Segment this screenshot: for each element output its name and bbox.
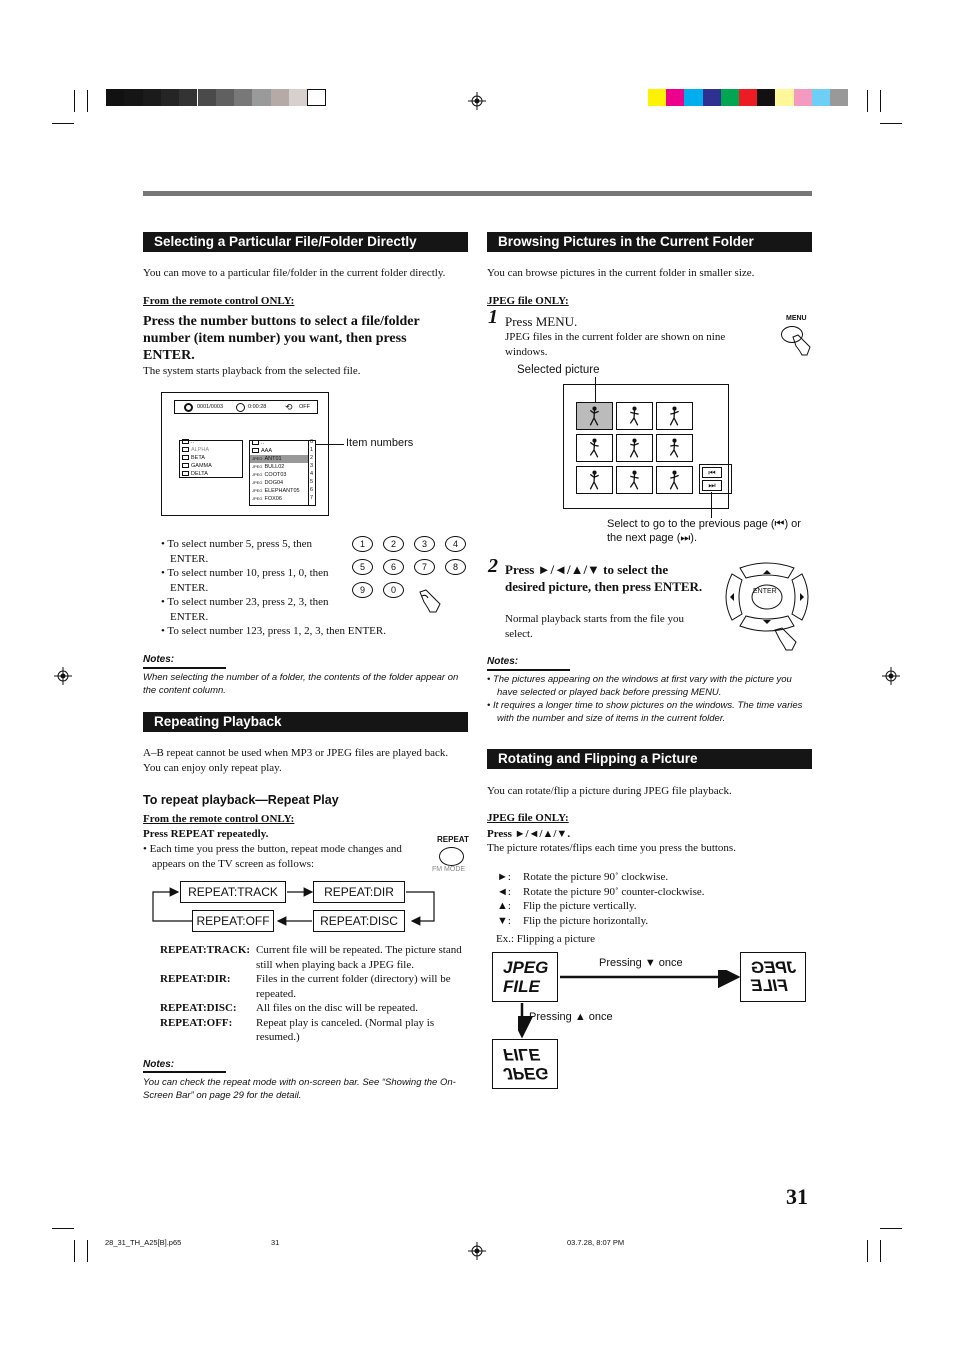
file-row[interactable]	[250, 495, 308, 503]
repeat-bullet: • Each time you press the button, repeat mode changes and appears on the TV screen as follows:	[143, 843, 402, 870]
finger-press-icon	[416, 588, 444, 616]
rotate-action-key: ▲:	[497, 900, 511, 912]
rotate-actions	[497, 870, 797, 928]
color-swatch	[703, 89, 721, 106]
color-swatch	[252, 89, 270, 106]
jpeg-tag: JPEG	[252, 456, 263, 461]
crop-mark	[880, 90, 881, 112]
rotate-action-row	[497, 914, 797, 929]
notes-rule	[143, 667, 226, 669]
color-swatch	[794, 89, 812, 106]
repeat-mode-dir: REPEAT:DIR	[313, 881, 405, 903]
browse-note: • The pictures appearing on the windows at first vary with the picture you have selected or played back before pressing MENU.	[487, 674, 792, 698]
repeat-button[interactable]	[439, 847, 464, 866]
repeat-def-row	[160, 1016, 462, 1045]
folder-icon	[182, 463, 189, 468]
select-page-label: Select to go to the previous page (⏮) or the next page (⏭).	[607, 518, 801, 544]
top-rule	[143, 191, 812, 196]
jpeg-tag: JPEG	[252, 496, 263, 501]
select-notes: When selecting the number of a folder, the contents of the folder appear on the content column.	[143, 672, 459, 696]
figure-icon	[577, 403, 612, 429]
jpeg-tag: JPEG	[252, 480, 263, 485]
file-row[interactable]	[250, 439, 308, 447]
browse-note-text: The pictures appearing on the windows at first vary with the picture you have selected or played back before pressing MENU.	[492, 674, 792, 698]
jpeg-tag: JPEG	[252, 464, 263, 469]
jpeg-tag: JPEG	[252, 472, 263, 477]
figure-icon	[617, 403, 652, 429]
repeat-notes: You can check the repeat mode with on-screen bar. See “Showing the On-Screen Bar” on page 29 for the detail.	[143, 1077, 456, 1101]
rotate-action-key: ►:	[497, 871, 511, 883]
folder-name: DELTA	[191, 471, 208, 477]
from-remote-label: From the remote control ONLY:	[143, 295, 295, 307]
folder-row[interactable]	[182, 439, 194, 445]
color-swatch	[106, 89, 124, 106]
color-swatch	[666, 89, 684, 106]
number-button-2[interactable]: 2	[383, 536, 404, 552]
file-name: ELEPHANT05	[264, 488, 300, 494]
step-2-text: Press ►/◄/▲/▼ to select the desired picture, then press ENTER.	[505, 562, 703, 594]
folder-row[interactable]	[182, 447, 209, 453]
color-swatch	[271, 89, 289, 106]
repeat-definitions	[160, 943, 462, 1045]
finger-press-icon	[790, 334, 812, 358]
item-number: 1	[310, 447, 314, 453]
figure-icon	[617, 467, 652, 493]
repeat-intro: A–B repeat cannot be used when MP3 or JPEG files are played back. You can enjoy only repeat play.	[143, 747, 449, 774]
selected-picture-label: Selected picture	[517, 364, 600, 376]
jpeg-flipped-vertical	[492, 1039, 558, 1089]
folder-icon	[252, 448, 259, 453]
example-label: Ex.: Flipping a picture	[496, 933, 595, 945]
color-swatch	[179, 89, 197, 106]
file-name: FOX06	[264, 496, 282, 502]
item-number: 4	[310, 471, 314, 477]
repeat-mode-disc: REPEAT:DISC	[313, 910, 405, 932]
crop-mark	[52, 1228, 74, 1229]
file-column	[249, 440, 309, 506]
item-number: 7	[310, 495, 314, 501]
registration-target-icon	[468, 92, 486, 110]
step-2-number: 2	[488, 555, 498, 577]
jpeg-text-line1: JPEG	[503, 958, 549, 977]
notes-rule	[487, 669, 570, 671]
repeat-button-sub: FM MODE	[432, 866, 466, 873]
enter-button[interactable]: ENTER	[753, 588, 777, 595]
select-bullet: • To select number 10, press 1, 0, then ENTER.	[161, 567, 329, 594]
rotate-action-desc: Rotate the picture 90˚ clockwise.	[523, 871, 669, 883]
select-bullet-text: To select number 5, press 5, then ENTER.	[167, 538, 313, 565]
jpeg-text-mirrored-1: JPEG	[751, 958, 797, 977]
color-swatch	[289, 89, 307, 106]
notes-label: Notes:	[143, 1059, 175, 1070]
thumbnail[interactable]	[576, 434, 613, 462]
jpeg-text-mirrored-2: FILE	[751, 976, 788, 995]
thumbnail[interactable]	[616, 402, 653, 430]
item-number: 5	[310, 479, 314, 485]
crop-mark	[52, 123, 74, 124]
select-bullets	[161, 537, 386, 639]
number-button-5[interactable]: 5	[352, 559, 373, 575]
rotate-action-desc: Rotate the picture 90˚ counter-clockwise.	[523, 885, 705, 898]
browse-note-text: It requires a longer time to show pictures on the windows. The time varies with the number and size of items in the current folder.	[492, 700, 803, 724]
file-name: ..	[261, 440, 265, 446]
flip-arrows	[518, 970, 743, 1040]
onscreen-bar	[174, 400, 318, 414]
figure-icon	[657, 467, 692, 493]
file-row[interactable]	[250, 479, 308, 487]
repeat-mode-off: REPEAT:OFF	[192, 910, 274, 932]
color-swatch	[830, 89, 848, 106]
crop-mark	[880, 123, 902, 124]
color-swatch	[124, 89, 142, 106]
repeat-instruction: Press REPEAT repeatedly.	[143, 828, 269, 840]
select-bullet-text: To select number 10, press 1, 0, then ENTER.	[167, 567, 329, 594]
repeat-def-row	[160, 972, 462, 1001]
number-button-1[interactable]: 1	[352, 536, 373, 552]
section-title-browse: Browsing Pictures in the Current Folder	[487, 232, 812, 252]
file-row[interactable]	[250, 487, 308, 495]
rotate-jpeg-only: JPEG file ONLY:	[487, 812, 569, 824]
section-title-rotate: Rotating and Flipping a Picture	[487, 749, 812, 769]
item-number: 0	[310, 439, 314, 445]
file-name: COOT03	[264, 472, 287, 478]
crop-mark	[74, 90, 75, 112]
thumbnail[interactable]	[656, 402, 693, 430]
repeat-button-label: REPEAT	[437, 835, 469, 844]
jpeg-only-label: JPEG file ONLY:	[487, 295, 569, 307]
step-2-desc: Normal playback starts from the file you select.	[505, 613, 685, 640]
crop-mark	[880, 1240, 881, 1262]
color-swatch	[812, 89, 830, 106]
repeat-def-term: REPEAT:DIR:	[160, 973, 231, 985]
select-result: The system starts playback from the selected file.	[143, 365, 361, 377]
crop-mark	[880, 1228, 902, 1229]
number-button-0[interactable]: 0	[383, 582, 404, 598]
color-swatch	[161, 89, 179, 106]
folder-row[interactable]	[182, 471, 208, 477]
time-text: 0:00:28	[248, 404, 267, 410]
crop-mark	[867, 1240, 868, 1262]
tv-screen	[161, 392, 329, 516]
disc-icon	[184, 403, 193, 412]
file-row[interactable]	[250, 463, 308, 471]
number-button-3[interactable]: 3	[414, 536, 435, 552]
select-bullet: • To select number 5, press 5, then ENTER.	[161, 538, 313, 565]
jpeg-tag: JPEG	[252, 488, 263, 493]
folder-icon	[182, 439, 189, 444]
jpeg-text-flipped-1: FILE	[503, 1045, 540, 1064]
number-button-7[interactable]: 7	[414, 559, 435, 575]
browse-notes	[487, 673, 812, 725]
thumbnail[interactable]	[616, 466, 653, 494]
folder-name: GAMMA	[191, 463, 212, 469]
repeat-def-row	[160, 943, 462, 972]
direction-pad-icon	[720, 560, 815, 655]
item-number: 6	[310, 487, 314, 493]
repeat-def-desc: All files on the disc will be repeated.	[256, 1002, 418, 1014]
step-1-number: 1	[488, 306, 498, 328]
select-bullet: • To select number 123, press 1, 2, 3, then ENTER.	[161, 625, 386, 637]
rotate-action-row	[497, 885, 797, 900]
repeat-def-desc: Repeat play is canceled. (Normal play is resumed.)	[256, 1016, 435, 1043]
color-swatch	[216, 89, 234, 106]
figure-icon	[577, 435, 612, 461]
item-number: 2	[310, 455, 314, 461]
item-number-column	[308, 440, 316, 506]
rotate-instruction: Press ►/◄/▲/▼.	[487, 828, 571, 840]
rotate-intro: You can rotate/flip a picture during JPEG file playback.	[487, 785, 732, 797]
color-swatch	[234, 89, 252, 106]
color-swatch	[307, 89, 325, 106]
folder-icon	[182, 471, 189, 476]
jpeg-text-line2: FILE	[503, 977, 540, 996]
repeat-text: OFF	[299, 404, 310, 410]
callout-line	[315, 444, 344, 445]
number-button-8[interactable]: 8	[445, 559, 466, 575]
crop-mark	[87, 90, 88, 112]
repeat-def-desc: Files in the current folder (directory) will be repeated.	[256, 973, 451, 1000]
figure-icon	[577, 467, 612, 493]
rotate-action-desc: Flip the picture horizontally.	[523, 914, 649, 927]
repeat-subhead: To repeat playback—Repeat Play	[143, 793, 339, 807]
rotate-action-row	[497, 870, 797, 885]
file-name: ANT01	[264, 456, 282, 462]
figure-icon	[657, 403, 692, 429]
thumbnail[interactable]	[656, 434, 693, 462]
file-row[interactable]	[250, 455, 308, 463]
file-name: AAA	[261, 448, 273, 454]
select-intro: You can move to a particular file/folder in the current folder directly.	[143, 267, 446, 279]
figure-icon	[617, 435, 652, 461]
number-button-4[interactable]: 4	[445, 536, 466, 552]
color-swatch	[143, 89, 161, 106]
counter-text: 0001/0003	[197, 404, 223, 410]
number-button-6[interactable]: 6	[383, 559, 404, 575]
thumbnail[interactable]	[576, 466, 613, 494]
file-name: DOG04	[264, 480, 284, 486]
registration-target-icon	[882, 667, 900, 685]
folder-name: BETA	[191, 455, 205, 461]
notes-label: Notes:	[487, 656, 519, 667]
prev-page-button[interactable]: ⏮	[702, 467, 722, 478]
file-row[interactable]	[250, 471, 308, 479]
color-swatch	[648, 89, 666, 106]
rotate-action-key: ◄:	[497, 885, 511, 898]
next-page-button[interactable]: ⏭	[702, 480, 722, 491]
item-numbers-label: Item numbers	[346, 437, 414, 449]
page-number: 31	[786, 1184, 808, 1209]
item-number: 3	[310, 463, 314, 469]
jpeg-flipped-horizontal	[740, 952, 806, 1002]
folder-column	[179, 440, 243, 478]
repeat-def-term: REPEAT:DISC:	[160, 1002, 237, 1014]
thumbnail-selected[interactable]	[576, 402, 613, 430]
step-1-desc: JPEG files in the current folder are shown on nine windows.	[505, 331, 726, 358]
crop-mark	[867, 90, 868, 112]
repeat-def-desc: Current file will be repeated. The picture stand still when playing back a JPEG file.	[256, 944, 462, 971]
select-bullet-text: To select number 23, press 2, 3, then ENTER.	[167, 596, 329, 623]
select-bullet-text: To select number 123, press 1, 2, 3, then ENTER.	[167, 625, 386, 637]
clock-icon	[236, 403, 245, 412]
footer-file: 28_31_TH_A25[B].p65	[105, 1238, 182, 1247]
folder-name: ..	[191, 439, 195, 445]
color-swatch	[198, 89, 216, 106]
select-bullet: • To select number 23, press 2, 3, then ENTER.	[161, 596, 329, 623]
section-title-select-file: Selecting a Particular File/Folder Directly	[143, 232, 468, 252]
step-1-text: Press MENU.	[505, 314, 578, 329]
folder-icon	[182, 455, 189, 460]
repeat-mode-track: REPEAT:TRACK	[180, 881, 286, 903]
crop-mark	[87, 1240, 88, 1262]
notes-label: Notes:	[143, 654, 175, 665]
footer-page: 31	[271, 1238, 280, 1247]
browse-note: • It requires a longer time to show pictures on the windows. The time varies with the number and size of items in the current folder.	[487, 700, 803, 724]
rotate-action-desc: Flip the picture vertically.	[523, 900, 637, 912]
file-row[interactable]	[250, 447, 308, 455]
crop-mark	[74, 1240, 75, 1262]
folder-row[interactable]	[182, 463, 212, 469]
repeat-bullet-text: Each time you press the button, repeat mode changes and appears on the TV screen as follows:	[149, 843, 402, 870]
folder-icon	[252, 440, 259, 445]
repeat-icon: ⟲	[285, 402, 293, 412]
browse-intro: You can browse pictures in the current folder in smaller size.	[487, 267, 755, 279]
figure-icon	[657, 435, 692, 461]
repeat-def-term: REPEAT:TRACK:	[160, 944, 251, 956]
file-name: BULL02	[264, 464, 285, 470]
pressing-up-label: Pressing ▲ once	[529, 1011, 613, 1023]
rotate-result: The picture rotates/flips each time you press the buttons.	[487, 842, 736, 854]
jpeg-text-flipped-2: JPEG	[503, 1064, 549, 1083]
rotate-action-key: ▼:	[497, 914, 511, 927]
repeat-def-row	[160, 1001, 462, 1016]
thumbnail[interactable]	[616, 434, 653, 462]
footer-date: 03.7.28, 8:07 PM	[567, 1238, 625, 1247]
color-swatch	[757, 89, 775, 106]
thumbnail[interactable]	[656, 466, 693, 494]
callout-line	[711, 492, 712, 518]
color-swatch	[775, 89, 793, 106]
registration-target-icon	[468, 1242, 486, 1260]
folder-name: ALPHA	[191, 447, 210, 453]
repeat-from-remote: From the remote control ONLY:	[143, 813, 295, 825]
section-title-repeat: Repeating Playback	[143, 712, 468, 732]
color-swatch	[739, 89, 757, 106]
folder-row[interactable]	[182, 455, 205, 461]
registration-target-icon	[54, 667, 72, 685]
select-instruction: Press the number buttons to select a file/folder number (item number) you want, then press ENTER.	[143, 314, 420, 363]
repeat-def-term: REPEAT:OFF:	[160, 1016, 233, 1029]
pressing-down-label: Pressing ▼ once	[599, 957, 683, 969]
rotate-action-row	[497, 899, 797, 914]
color-swatch	[684, 89, 702, 106]
number-button-9[interactable]: 9	[352, 582, 373, 598]
folder-icon	[182, 447, 189, 452]
color-swatch	[721, 89, 739, 106]
notes-rule	[143, 1071, 226, 1073]
menu-button-label: MENU	[786, 315, 807, 322]
